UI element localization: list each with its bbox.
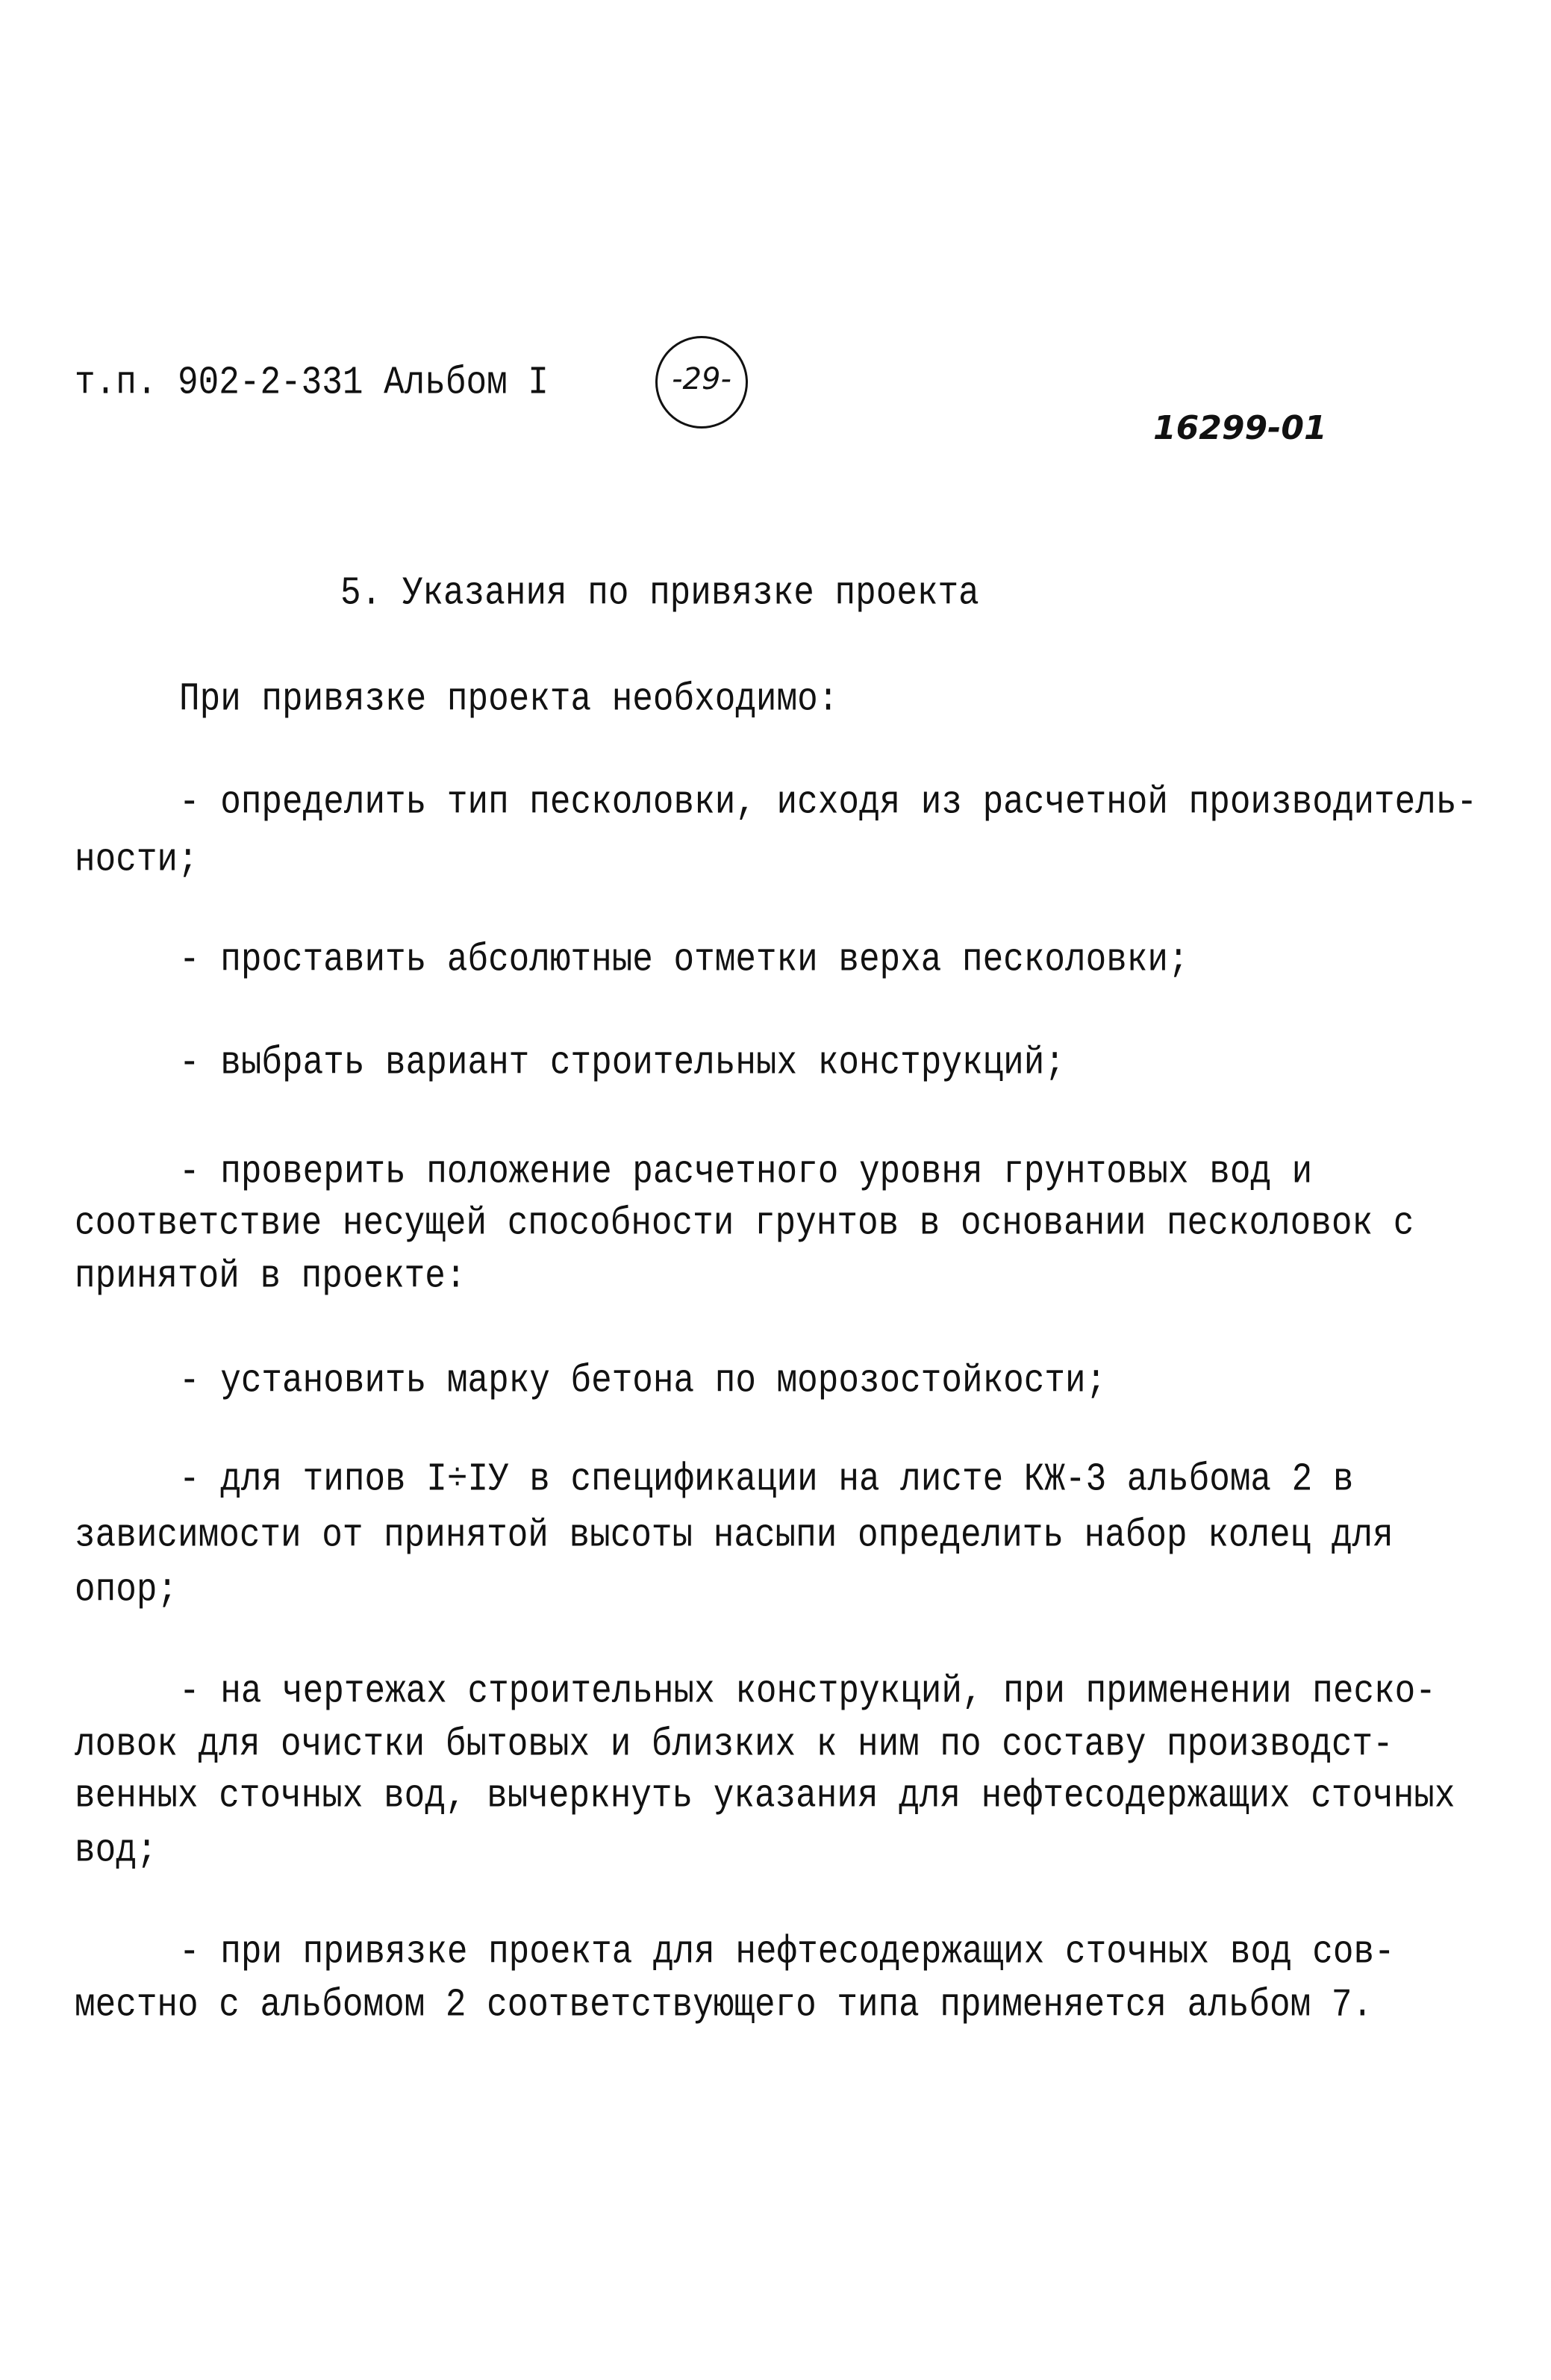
- text-line: - установить марку бетона по морозостойкости;: [179, 1358, 1107, 1404]
- section-title: 5. Указания по привязке проекта: [340, 570, 979, 616]
- text-line: зависимости от принятой высоты насыпи определить набор колец для: [75, 1513, 1394, 1558]
- intro-text: При привязке проекта необходимо:: [179, 676, 839, 722]
- text-line: - на чертежах строительных конструкций, при применении песко-: [179, 1669, 1436, 1714]
- text-line: - проверить положение расчетного уровня грунтовых вод и: [179, 1149, 1313, 1194]
- text-line: - при привязке проекта для нефтесодержащих сточных вод сов-: [179, 1929, 1395, 1975]
- text-line: ловок для очистки бытовых и близких к ним по составу производст-: [75, 1722, 1394, 1767]
- document-reference: т.п. 902-2-331 Альбом I: [75, 360, 549, 405]
- text-line: соответствие несущей способности грунтов в основании песколовок с: [75, 1200, 1414, 1246]
- text-line: - определить тип песколовки, исходя из расчетной производитель-: [179, 779, 1478, 825]
- text-line: ности;: [75, 837, 199, 882]
- text-line: опор;: [75, 1567, 178, 1613]
- text-line: местно с альбомом 2 соответствующего типа применяется альбом 7.: [75, 1982, 1373, 2028]
- page-number: -29-: [672, 362, 731, 396]
- text-line: принятой в проекте:: [75, 1253, 466, 1299]
- page-number-circle: [655, 336, 748, 429]
- text-line: - проставить абсолютные отметки верха песколовки;: [179, 937, 1189, 982]
- sheet-code: 16299-01: [1153, 409, 1327, 447]
- text-line: вод;: [75, 1828, 157, 1873]
- text-line: - для типов I÷IУ в спецификации на листе КЖ-3 альбома 2 в: [179, 1457, 1354, 1502]
- text-line: - выбрать вариант строительных конструкций;: [179, 1040, 1065, 1085]
- text-line: венных сточных вод, вычеркнуть указания для нефтесодержащих сточных: [75, 1773, 1455, 1819]
